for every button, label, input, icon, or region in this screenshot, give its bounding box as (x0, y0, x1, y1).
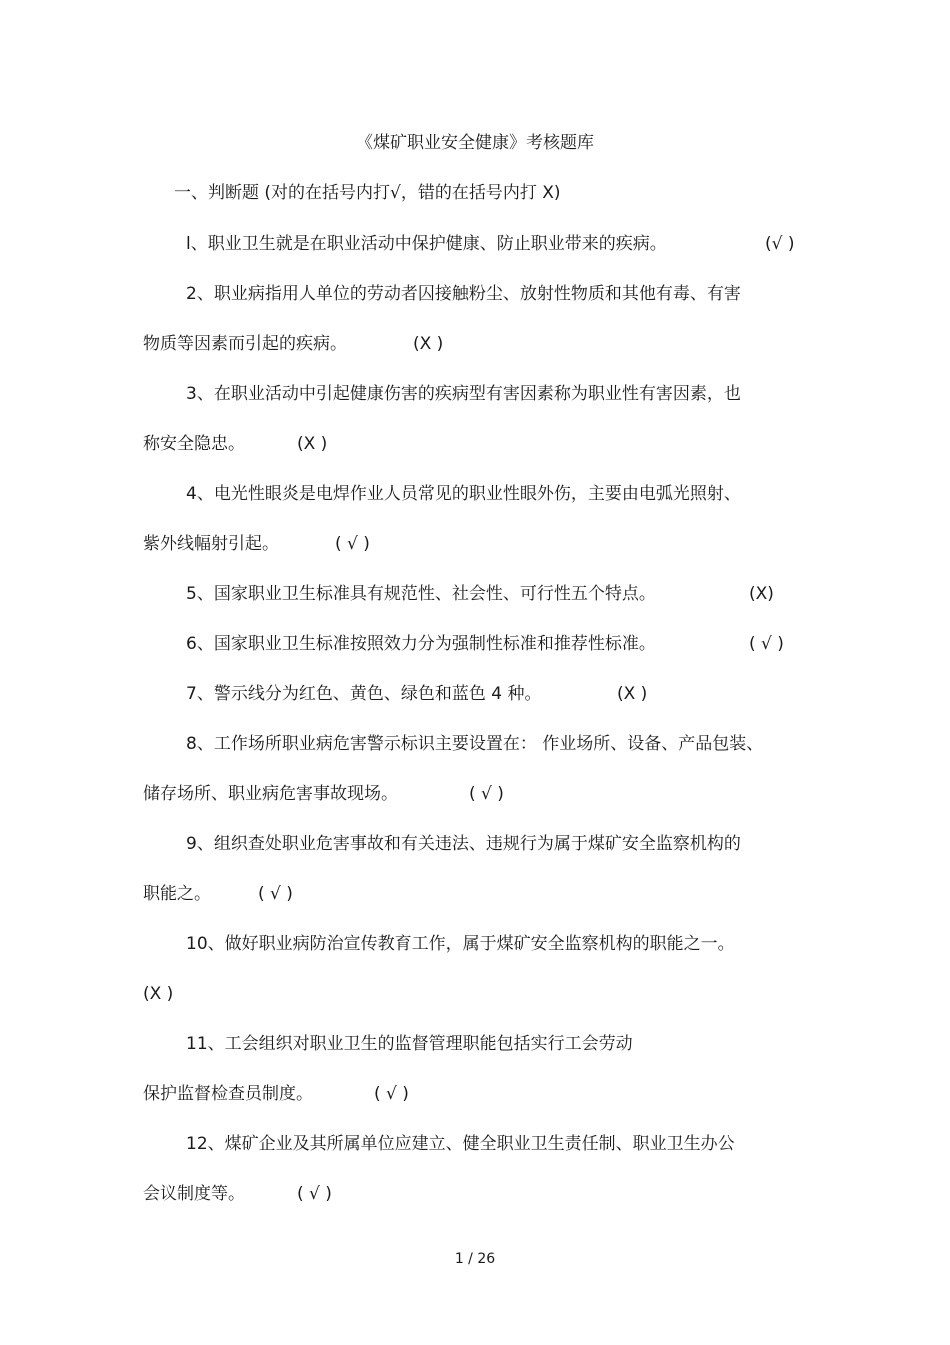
question-12-line-1: 12、煤矿企业及其所属单位应建立、健全职业卫生责任制、职业卫生办公 (186, 1134, 735, 1154)
section-heading: 一、判断题 (对的在括号内打√，错的在括号内打 X) (174, 183, 561, 203)
question-7-line-1: 7、警示线分为红色、黄色、绿色和蓝色 4 种。 (186, 684, 542, 704)
question-12-answer: ( √ ) (297, 1184, 332, 1204)
question-4-answer: ( √ ) (335, 534, 370, 554)
page-indicator: 1 / 26 (454, 1251, 496, 1267)
question-11-line-2: 保护监督检查员制度。 (143, 1084, 313, 1104)
question-9-line-1: 9、组织查处职业危害事故和有关违法、违规行为属于煤矿安全监察机构的 (186, 834, 741, 854)
question-4-line-2: 紫外线幅射引起。 (143, 534, 279, 554)
question-5-line-1: 5、国家职业卫生标准具有规范性、社会性、可行性五个特点。 (186, 584, 656, 604)
question-10-answer: (X ) (143, 984, 174, 1004)
question-4-line-1: 4、电光性眼炎是电焊作业人员常见的职业性眼外伤，主要由电弧光照射、 (186, 484, 741, 504)
question-2-line-2: 物质等因素而引起的疾病。 (143, 334, 347, 354)
question-6-answer: ( √ ) (749, 634, 784, 654)
question-3-line-2: 称安全隐忠。 (143, 434, 245, 454)
question-11-answer: ( √ ) (374, 1084, 409, 1104)
question-7-answer: (X ) (617, 684, 648, 704)
question-10-line-1: 10、做好职业病防治宣传教育工作，属于煤矿安全监察机构的职能之一。 (186, 934, 735, 954)
question-3-line-1: 3、在职业活动中引起健康伤害的疾病型有害因素称为职业性有害因素，也 (186, 384, 741, 404)
question-1-answer: (√ ) (765, 234, 795, 254)
question-11-line-1: 11、工会组织对职业卫生的监督管理职能包括实行工会劳动 (186, 1034, 633, 1054)
question-2-line-1: 2、职业病指用人单位的劳动者囚接触粉尘、放射性物质和其他有毒、有害 (186, 284, 741, 304)
question-9-answer: ( √ ) (258, 884, 293, 904)
document-title: 《煤矿职业安全健康》考核题库 (356, 133, 594, 153)
question-9-line-2: 职能之。 (143, 884, 211, 904)
question-1-line-1: l、职业卫生就是在职业活动中保护健康、防止职业带来的疾病。 (186, 234, 667, 254)
question-8-line-2: 储存场所、职业病危害事故现场。 (143, 784, 398, 804)
question-3-answer: (X ) (297, 434, 328, 454)
question-8-answer: ( √ ) (469, 784, 504, 804)
question-8-line-1: 8、工作场所职业病危害警示标识主要设置在： 作业场所、设备、产品包装、 (186, 734, 764, 754)
question-12-line-2: 会议制度等。 (143, 1184, 245, 1204)
question-2-answer: (X ) (413, 334, 444, 354)
question-5-answer: (X) (749, 584, 774, 604)
question-6-line-1: 6、国家职业卫生标准按照效力分为强制性标准和推荐性标准。 (186, 634, 656, 654)
